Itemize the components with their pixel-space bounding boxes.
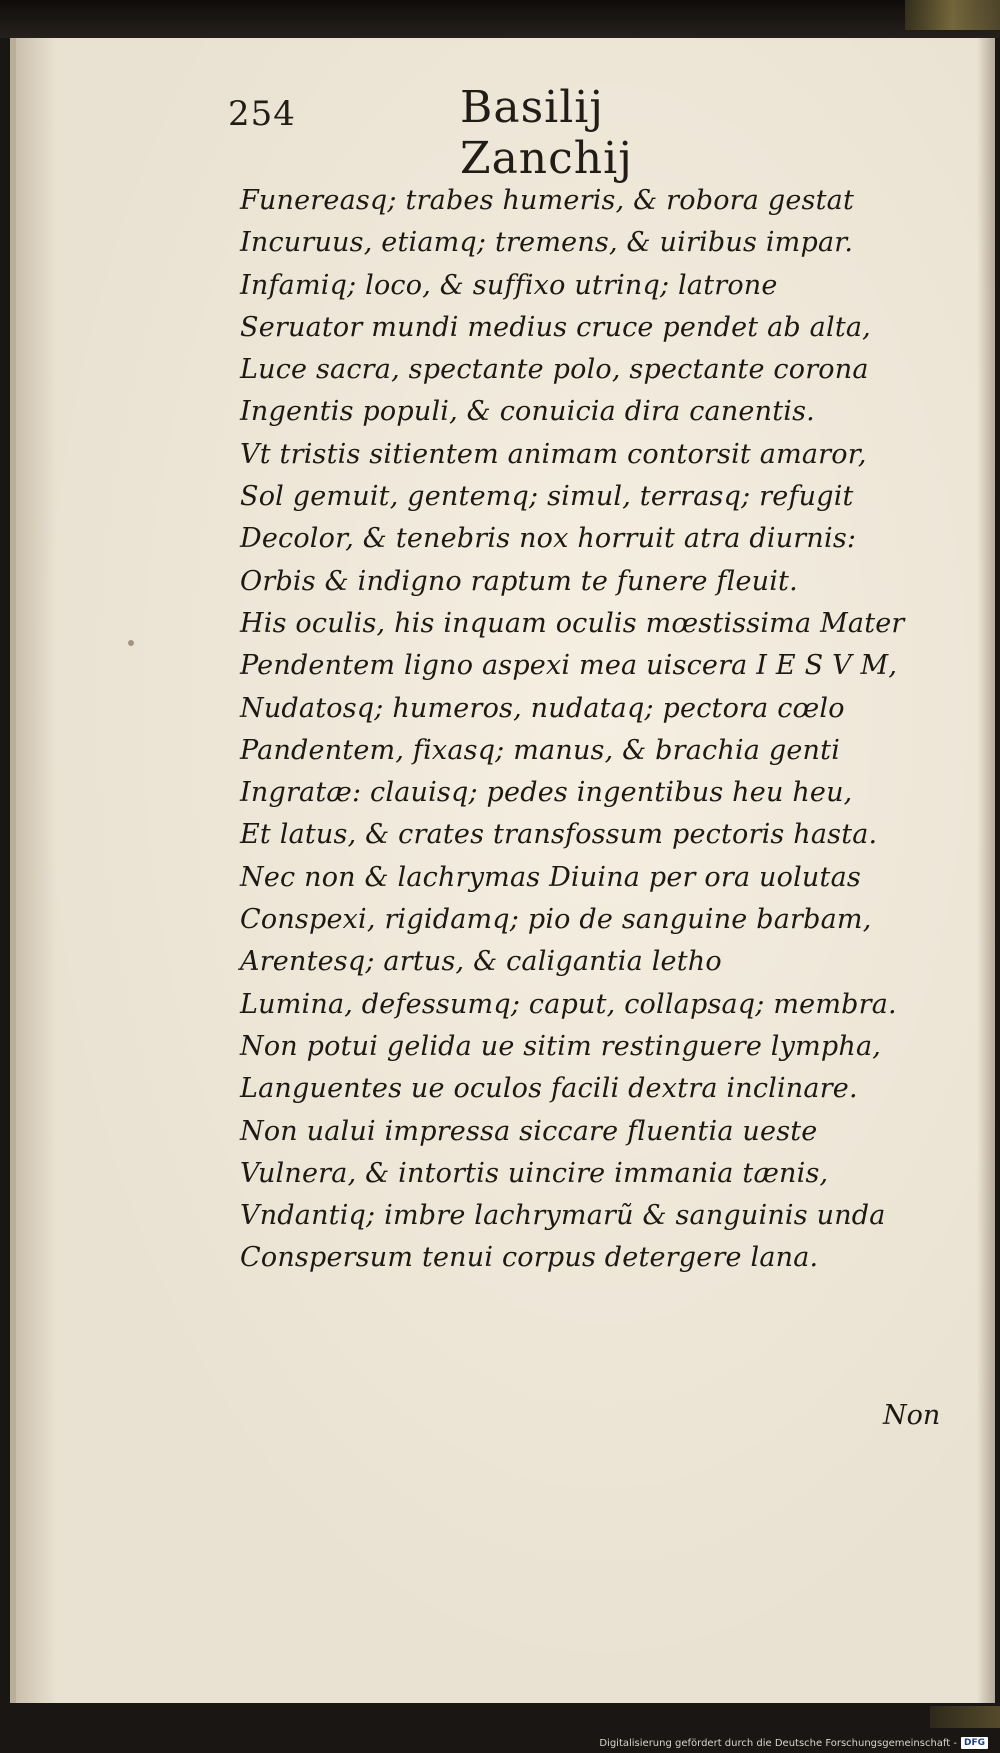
verse-line: Nec non & lachrymas Diuina per ora uolutas — [240, 861, 861, 893]
ink-spot — [128, 640, 134, 646]
verse-line: Arentesq; artus, & caligantia letho — [240, 946, 722, 978]
verse-line: Orbis & indigno raptum te funere fleuit. — [240, 565, 798, 597]
verse-text-block — [240, 180, 930, 1280]
verse-line: Ingratæ: clauisq; pedes ingentibus heu heu, — [240, 777, 853, 809]
verse-line: Languentes ue oculos facili dextra inclinare. — [240, 1073, 858, 1105]
verse-line: Pendentem ligno aspexi mea uiscera I E S V M, — [240, 650, 898, 682]
verse-line: Non ualui impressa siccare fluentia ueste — [240, 1115, 818, 1147]
page-gutter-shadow — [977, 38, 995, 1703]
gilt-edge-bottom — [930, 1706, 1000, 1728]
verse-line: Conspersum tenui corpus detergere lana. — [240, 1242, 819, 1274]
verse-line: Vt tristis sitientem animam contorsit amaror, — [240, 438, 867, 470]
catchword: Non — [883, 1400, 941, 1431]
verse-line: Vulnera, & intortis uincire immania tænis, — [240, 1157, 829, 1189]
verse-line: Luce sacra, spectante polo, spectante corona — [240, 354, 869, 386]
credit-text: Digitalisierung gefördert durch die Deutsche Forschungsgemeinschaft - — [599, 1737, 957, 1749]
book-top-edge — [0, 0, 1000, 38]
verse-line: Et latus, & crates transfossum pectoris hasta. — [240, 819, 878, 851]
verse-line: Ingentis populi, & conuicia dira canentis. — [240, 396, 815, 428]
verse-line: Nudatosq; humeros, nudataq; pectora cœlo — [240, 692, 845, 724]
page-number: 254 — [228, 94, 296, 134]
dfg-logo: DFG — [961, 1737, 988, 1749]
verse-line: Seruator mundi medius cruce pendet ab alta, — [240, 311, 871, 343]
verse-line: Vndantiq; imbre lachrymarũ & sanguinis unda — [240, 1200, 886, 1232]
verse-line: Non potui gelida ue sitim restinguere lympha, — [240, 1030, 882, 1062]
verse-line: Incuruus, etiamq; tremens, & uiribus impar. — [240, 227, 854, 259]
verse-line: Conspexi, rigidamq; pio de sanguine barbam, — [240, 904, 872, 936]
verse-line: Pandentem, fixasq; manus, & brachia genti — [240, 734, 841, 766]
verse-line: His oculis, his inquam oculis mœstissima Mater — [240, 607, 905, 639]
verse-line: Infamiq; loco, & suffixo utrinq; latrone — [240, 269, 778, 301]
page-header — [228, 82, 788, 184]
running-head: Basilij Zanchij — [460, 82, 633, 184]
digitization-credit — [599, 1737, 988, 1749]
gilt-edge-top — [905, 0, 1000, 30]
verse-line: Decolor, & tenebris nox horruit atra diurnis: — [240, 523, 857, 555]
verse-line: Funereasq; trabes humeris, & robora gestat — [240, 185, 854, 216]
verse-line: Lumina, defessumq; caput, collapsaq; membra. — [240, 988, 897, 1020]
verse-line: Sol gemuit, gentemq; simul, terrasq; refugit — [240, 481, 854, 513]
